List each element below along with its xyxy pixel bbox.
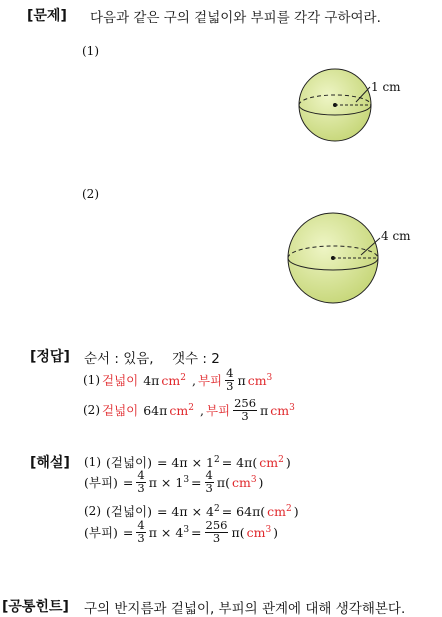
sphere-1-radius-label: 1 cm (371, 80, 401, 94)
explanation-1-unit: cm (259, 454, 279, 470)
answer-2-area-value: 64π (143, 402, 168, 418)
explanation-line-3: (2) (겉넓이) = $4\pi \times 4^2$ = 64π( $cm^2$ ) (84, 503, 299, 519)
answer-2-vol-exp: 3 (289, 402, 295, 413)
explanation-2-lhs: (부피) (84, 475, 118, 490)
answer-1-number: (1) (83, 373, 100, 387)
answer-1-vol-label: 부피 (197, 373, 223, 388)
hint-text: 구의 반지름과 겉넓이, 부피의 관계에 대해 생각해본다. (84, 601, 406, 617)
answer-2-area-label: 겉넓이 (102, 403, 139, 418)
answer-2-vol-unit: cm (270, 402, 290, 418)
answer-1 (83, 368, 272, 392)
answer-1-area-value: 4π (143, 372, 160, 388)
explanation-2-frac-1: $\frac{4}{3}$ (137, 468, 145, 495)
explanation-3-lhs: (겉넓이) (106, 504, 152, 519)
answer-2-vol-frac: $\frac{256}{3}$ (234, 396, 257, 423)
answer-1-vol-pi: π (237, 372, 246, 388)
answer-1-area-exp: 2 (180, 372, 186, 383)
explanation-3-result: = 64π( (221, 503, 266, 519)
problem-label: [문제] (27, 8, 67, 24)
problem-text: 다음과 같은 구의 겉넓이와 부피를 각각 구하여라. (90, 10, 381, 26)
sphere-2-figure (283, 208, 413, 308)
answer-2-area-exp: 2 (188, 402, 194, 413)
hint-label: [공통힌트] (2, 599, 69, 615)
answer-label: [정답] (30, 349, 70, 365)
explanation-3-expr: = 4π × 4 (156, 503, 214, 519)
answer-2-vol-pi: π (260, 402, 269, 418)
answer-order: 순서 : 있음, (84, 351, 154, 367)
answer-1-vol-exp: 3 (266, 372, 273, 383)
answer-count: 갯수 : 2 (172, 351, 220, 367)
explanation-3-unit: cm (267, 503, 287, 519)
explanation-2-unit: cm (231, 474, 251, 490)
explanation-4-frac-2: $\frac{256}{3}$ (205, 518, 228, 545)
answer-1-vol-unit: cm (247, 372, 267, 388)
answer-2-vol-label: 부피 (205, 403, 231, 418)
explanation-1-lhs: (겉넓이) (106, 455, 152, 470)
explanation-4-unit: cm (246, 524, 266, 540)
answer-1-sep: , (192, 372, 196, 388)
explanation-2-frac-2: $\frac{4}{3}$ (205, 468, 213, 495)
item1-number: (1) (82, 44, 99, 58)
explanation-2-mid: π × 1 (148, 474, 184, 490)
explanation-3-number: (2) (84, 504, 101, 518)
sphere-1-figure (290, 65, 410, 150)
item2-number: (2) (82, 187, 99, 201)
explanation-1-expr: = 4π × 1 (156, 454, 214, 470)
answer-2-sep: , (199, 402, 204, 418)
explanation-4-frac-1: $\frac{4}{3}$ (137, 518, 145, 545)
explanation-line-1: (1) (겉넓이) = $4\pi \times 1^2$ = 4π( $cm^2$ ) (84, 454, 291, 470)
answer-2-number: (2) (83, 403, 100, 417)
answer-1-area-label: 겉넓이 (102, 373, 139, 388)
explanation-label: [해설] (30, 455, 70, 471)
explanation-line-2: (부피) = $\frac{4}{3}$ $\pi \times 1^3$ = $\frac{4}{3}$ π( $cm^3$ ) (84, 468, 264, 495)
sphere-2-radius-label: 4 cm (381, 229, 411, 243)
explanation-4-lhs: (부피) (84, 525, 118, 540)
answer-1-vol-frac: $\frac{4}{3}$ (226, 366, 234, 393)
answer-1-area-unit: cm (161, 372, 181, 388)
explanation-4-mid: π × 4 (148, 524, 184, 540)
answer-2-area-unit: cm (169, 402, 189, 418)
answer-2 (83, 398, 295, 422)
explanation-line-4: (부피) = $\frac{4}{3}$ $\pi \times 4^3$ = $\frac{256}{3}$ π( $cm^3$ ) (84, 518, 279, 545)
explanation-1-number: (1) (84, 455, 101, 469)
explanation-1-result: = 4π( (221, 454, 258, 470)
